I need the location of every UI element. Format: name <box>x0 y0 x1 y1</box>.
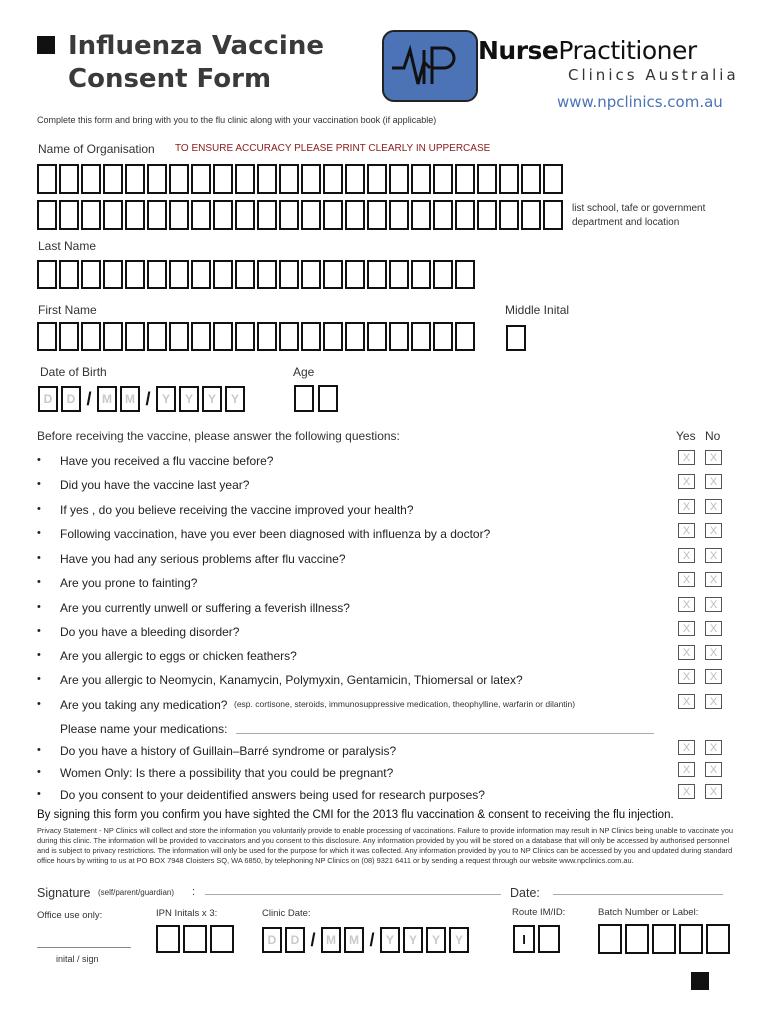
bullet-icon: • <box>37 527 41 539</box>
organisation-char-box[interactable] <box>367 200 387 230</box>
questions-intro: Before receiving the vaccine, please answer the following questions: <box>37 429 400 443</box>
batch-box-1[interactable] <box>598 924 622 954</box>
answer-yes-checkbox[interactable]: X <box>678 523 695 538</box>
title-line-1: Influenza Vaccine <box>68 31 324 61</box>
corner-marker-icon <box>691 972 709 990</box>
batch-number-boxes[interactable] <box>598 924 730 954</box>
answer-no-checkbox[interactable]: X <box>705 694 722 709</box>
answer-yes-checkbox[interactable]: X <box>678 474 695 489</box>
date-label: Date: <box>510 886 540 900</box>
organisation-char-box[interactable] <box>301 164 321 194</box>
route-label: Route IM/ID: <box>512 907 566 918</box>
organisation-char-box[interactable] <box>301 200 321 230</box>
organisation-char-box[interactable] <box>323 200 343 230</box>
ipn-box-2[interactable] <box>183 925 207 953</box>
batch-box-3[interactable] <box>652 924 676 954</box>
age-label: Age <box>293 365 315 379</box>
clinic-year-2[interactable]: Y <box>403 927 423 953</box>
organisation-char-box[interactable] <box>367 164 387 194</box>
signature-qualifier: (self/parent/guardian) <box>98 888 175 897</box>
organisation-char-box[interactable] <box>279 200 299 230</box>
question-text: Have you had any serious problems after flu vaccine? <box>60 552 346 566</box>
middle-initial-box[interactable] <box>506 325 526 351</box>
first-name-char-box[interactable] <box>455 322 475 351</box>
bullet-icon: • <box>37 698 41 710</box>
organisation-char-box[interactable] <box>37 164 57 194</box>
organisation-char-box[interactable] <box>235 164 255 194</box>
date-separator: / <box>369 929 375 950</box>
question-text: Are you prone to fainting? <box>60 576 198 590</box>
answer-no-checkbox[interactable]: X <box>705 740 722 755</box>
bullet-icon: • <box>37 788 41 800</box>
question-text: Are you allergic to eggs or chicken feathers? <box>60 649 297 663</box>
question-text: Did you have the vaccine last year? <box>60 478 250 492</box>
last-name-char-box[interactable] <box>213 260 233 289</box>
title-line-2: Consent Form <box>68 64 272 94</box>
answer-yes-checkbox[interactable]: X <box>678 597 695 612</box>
last-name-char-box[interactable] <box>125 260 145 289</box>
middle-initial-label: Middle Inital <box>505 303 570 317</box>
yes-header: Yes <box>676 429 696 443</box>
clinic-year-3[interactable]: Y <box>426 927 446 953</box>
question-text: Do you have a history of Guillain–Barré syndrome or paralysis? <box>60 744 397 758</box>
initial-sign-label: inital / sign <box>56 954 99 964</box>
organisation-char-box[interactable] <box>37 200 57 230</box>
last-name-char-box[interactable] <box>367 260 387 289</box>
organisation-char-box[interactable] <box>235 200 255 230</box>
age-box-1[interactable] <box>294 385 314 412</box>
first-name-char-box[interactable] <box>345 322 365 351</box>
first-name-char-box[interactable] <box>213 322 233 351</box>
organisation-char-box[interactable] <box>499 164 519 194</box>
question-text: Have you received a flu vaccine before? <box>60 454 274 468</box>
answer-no-checkbox[interactable]: X <box>705 784 722 799</box>
last-name-char-box[interactable] <box>191 260 211 289</box>
organisation-char-box[interactable] <box>213 164 233 194</box>
age-boxes[interactable] <box>294 385 338 412</box>
batch-label: Batch Number or Label: <box>598 907 699 918</box>
first-name-char-box[interactable] <box>37 322 57 351</box>
bullet-icon: • <box>37 552 41 564</box>
first-name-char-box[interactable] <box>301 322 321 351</box>
brand-practitioner: Practitioner <box>558 36 697 65</box>
last-name-label: Last Name <box>38 239 97 253</box>
first-name-char-box[interactable] <box>433 322 453 351</box>
bullet-icon: • <box>37 576 41 588</box>
bullet-icon: • <box>37 744 41 756</box>
page-title <box>68 30 324 96</box>
answer-yes-checkbox[interactable]: X <box>678 645 695 660</box>
signature-label: Signature <box>37 886 91 900</box>
answer-yes-checkbox[interactable]: X <box>678 621 695 636</box>
office-use-label: Office use only: <box>37 910 103 921</box>
first-name-char-box[interactable] <box>147 322 167 351</box>
dob-year-3[interactable]: Y <box>202 386 222 412</box>
answer-no-checkbox[interactable]: X <box>705 499 722 514</box>
organisation-char-box[interactable] <box>59 200 79 230</box>
answer-yes-checkbox[interactable]: X <box>678 669 695 684</box>
last-name-char-box[interactable] <box>433 260 453 289</box>
route-box-2[interactable] <box>538 925 560 953</box>
first-name-char-box[interactable] <box>125 322 145 351</box>
question-text: Are you taking any medication? <box>60 698 228 712</box>
organisation-char-box[interactable] <box>81 164 101 194</box>
dob-day-1[interactable]: D <box>38 386 58 412</box>
organisation-char-box[interactable] <box>257 164 277 194</box>
no-header: No <box>705 429 721 443</box>
date-separator: / <box>310 929 316 950</box>
last-name-char-box[interactable] <box>103 260 123 289</box>
brand-subline: Clinics Australia <box>568 66 739 84</box>
organisation-char-box[interactable] <box>125 164 145 194</box>
organisation-char-box[interactable] <box>521 164 541 194</box>
organisation-char-box[interactable] <box>543 164 563 194</box>
ipn-initials-boxes[interactable] <box>156 925 234 953</box>
last-name-char-box[interactable] <box>345 260 365 289</box>
uppercase-instruction: TO ENSURE ACCURACY PLEASE PRINT CLEARLY IN UPPERCASE <box>175 143 491 154</box>
ipn-box-1[interactable] <box>156 925 180 953</box>
question-text: Are you allergic to Neomycin, Kanamycin, Polymyxin, Gentamicin, Thiomersal or latex? <box>60 673 523 687</box>
organisation-char-box[interactable] <box>477 164 497 194</box>
answer-no-checkbox[interactable]: X <box>705 669 722 684</box>
last-name-char-box[interactable] <box>169 260 189 289</box>
last-name-char-box[interactable] <box>279 260 299 289</box>
bullet-icon: • <box>37 503 41 515</box>
medications-label: Please name your medications: <box>60 722 228 736</box>
question-text: Are you currently unwell or suffering a feverish illness? <box>60 601 350 615</box>
first-name-char-box[interactable] <box>389 322 409 351</box>
first-name-char-box[interactable] <box>235 322 255 351</box>
brand-nurse: Nurse <box>478 36 559 65</box>
answer-yes-checkbox[interactable]: X <box>678 694 695 709</box>
answer-yes-checkbox[interactable]: X <box>678 762 695 777</box>
organisation-char-box[interactable] <box>279 164 299 194</box>
organisation-char-box[interactable] <box>345 200 365 230</box>
dob-year-4[interactable]: Y <box>225 386 245 412</box>
dob-day-2[interactable]: D <box>61 386 81 412</box>
last-name-char-box[interactable] <box>37 260 57 289</box>
first-name-char-box[interactable] <box>257 322 277 351</box>
route-boxes[interactable] <box>513 925 560 953</box>
first-name-char-box[interactable] <box>103 322 123 351</box>
age-box-2[interactable] <box>318 385 338 412</box>
first-name-char-box[interactable] <box>367 322 387 351</box>
answer-yes-checkbox[interactable]: X <box>678 784 695 799</box>
organisation-char-box[interactable] <box>323 164 343 194</box>
question-text: Do you consent to your deidentified answers being used for research purposes? <box>60 788 485 802</box>
organisation-char-box[interactable] <box>147 164 167 194</box>
dob-month-1[interactable]: M <box>97 386 117 412</box>
first-name-char-box[interactable] <box>411 322 431 351</box>
title-bullet-icon <box>37 36 55 54</box>
answer-yes-checkbox[interactable]: X <box>678 499 695 514</box>
last-name-char-box[interactable] <box>455 260 475 289</box>
answer-yes-checkbox[interactable]: X <box>678 450 695 465</box>
last-name-char-box[interactable] <box>235 260 255 289</box>
consent-statement: By signing this form you confirm you have sighted the CMI for the 2013 flu vaccination & consent to receiving the flu injection. <box>37 809 674 821</box>
answer-no-checkbox[interactable]: X <box>705 572 722 587</box>
ipn-label: IPN Initals x 3: <box>156 908 218 919</box>
organisation-char-box[interactable] <box>81 200 101 230</box>
organisation-char-box[interactable] <box>169 200 189 230</box>
answer-yes-checkbox[interactable]: X <box>678 572 695 587</box>
answer-no-checkbox[interactable]: X <box>705 597 722 612</box>
answer-no-checkbox[interactable]: X <box>705 548 722 563</box>
dob-month-2[interactable]: M <box>120 386 140 412</box>
clinic-year-4[interactable]: Y <box>449 927 469 953</box>
batch-box-5[interactable] <box>706 924 730 954</box>
last-name-char-box[interactable] <box>147 260 167 289</box>
date-line[interactable] <box>553 894 723 895</box>
organisation-char-box[interactable] <box>543 200 563 230</box>
organisation-char-box[interactable] <box>411 200 431 230</box>
first-name-char-box[interactable] <box>323 322 343 351</box>
organisation-char-box[interactable] <box>433 200 453 230</box>
last-name-char-box[interactable] <box>389 260 409 289</box>
bullet-icon: • <box>37 478 41 490</box>
organisation-char-box[interactable] <box>125 200 145 230</box>
answer-no-checkbox[interactable]: X <box>705 474 722 489</box>
organisation-char-box[interactable] <box>191 164 211 194</box>
bullet-icon: • <box>37 673 41 685</box>
last-name-char-box[interactable] <box>301 260 321 289</box>
bullet-icon: • <box>37 625 41 637</box>
website-link[interactable]: www.npclinics.com.au <box>557 93 723 111</box>
organisation-char-box[interactable] <box>345 164 365 194</box>
clinic-day-1[interactable]: D <box>262 927 282 953</box>
route-box-1[interactable]: I <box>513 925 535 953</box>
question-text: Women Only: Is there a possibility that you could be pregnant? <box>60 766 394 780</box>
dob-boxes[interactable] <box>38 386 245 412</box>
bullet-icon: • <box>37 766 41 778</box>
organisation-char-box[interactable] <box>455 200 475 230</box>
organisation-char-box[interactable] <box>389 200 409 230</box>
first-name-char-box[interactable] <box>191 322 211 351</box>
signature-line[interactable] <box>205 894 501 895</box>
organisation-char-box[interactable] <box>389 164 409 194</box>
first-name-boxes[interactable] <box>37 322 475 351</box>
organisation-row-2[interactable] <box>37 200 563 230</box>
first-name-char-box[interactable] <box>59 322 79 351</box>
first-name-char-box[interactable] <box>81 322 101 351</box>
answer-yes-checkbox[interactable]: X <box>678 740 695 755</box>
subtitle: Complete this form and bring with you to the flu clinic along with your vaccination book (if applicable) <box>37 115 437 125</box>
question-text: Following vaccination, have you ever been diagnosed with influenza by a doctor? <box>60 527 491 541</box>
first-name-label: First Name <box>38 303 97 317</box>
brand-name <box>478 36 697 65</box>
question-text: If yes , do you believe receiving the vaccine improved your health? <box>60 503 414 517</box>
answer-no-checkbox[interactable]: X <box>705 762 722 777</box>
organisation-char-box[interactable] <box>477 200 497 230</box>
organisation-char-box[interactable] <box>455 164 475 194</box>
first-name-char-box[interactable] <box>279 322 299 351</box>
answer-no-checkbox[interactable]: X <box>705 450 722 465</box>
ipn-box-3[interactable] <box>210 925 234 953</box>
date-separator: / <box>145 388 151 409</box>
answer-no-checkbox[interactable]: X <box>705 523 722 538</box>
clinic-date-label: Clinic Date: <box>262 908 311 919</box>
bullet-icon: • <box>37 649 41 661</box>
last-name-char-box[interactable] <box>257 260 277 289</box>
organisation-row-1[interactable] <box>37 164 563 194</box>
organisation-char-box[interactable] <box>103 164 123 194</box>
dob-year-1[interactable]: Y <box>156 386 176 412</box>
organisation-char-box[interactable] <box>213 200 233 230</box>
medications-input-line[interactable] <box>236 733 654 734</box>
clinic-date-boxes[interactable] <box>262 927 469 953</box>
answer-yes-checkbox[interactable]: X <box>678 548 695 563</box>
privacy-statement: Privacy Statement - NP Clinics will collect and store the information you voluntarily provide to enable processing of vaccinations. Failure to provide information may result in NP Clinics being unable to vaccinate you during this clinic. The information will be provided to vaccinators and you consent to this disclosure. Any information provided by you will be stored on a database that will only be accessed by authorised personnel and is subject to privacy restrictions. The information will only be used for the purpose for which it was collected. Any information provided by you to NP Clinics can be accessed by you and updated during standard office hours by writing to us at PO BOX 7948 Cloisters SQ, WA 6850, by telephoning NP Clinics on (08) 9321 6411 or by sending a request through our website www.npclinics.com.au. <box>37 826 734 865</box>
organisation-note: list school, tafe or government department and location <box>572 203 706 228</box>
organisation-char-box[interactable] <box>59 164 79 194</box>
clinic-month-2[interactable]: M <box>344 927 364 953</box>
answer-no-checkbox[interactable]: X <box>705 645 722 660</box>
bullet-icon: • <box>37 454 41 466</box>
dob-year-2[interactable]: Y <box>179 386 199 412</box>
first-name-char-box[interactable] <box>169 322 189 351</box>
clinic-day-2[interactable]: D <box>285 927 305 953</box>
last-name-char-box[interactable] <box>411 260 431 289</box>
bullet-icon: • <box>37 601 41 613</box>
organisation-label: Name of Organisation <box>38 142 155 156</box>
last-name-char-box[interactable] <box>59 260 79 289</box>
medication-note: (esp. cortisone, steroids, immunosuppressive medication, theophylline, warfarin or dilantin) <box>234 699 576 709</box>
batch-box-2[interactable] <box>625 924 649 954</box>
last-name-boxes[interactable] <box>37 260 475 289</box>
batch-box-4[interactable] <box>679 924 703 954</box>
last-name-char-box[interactable] <box>81 260 101 289</box>
clinic-year-1[interactable]: Y <box>380 927 400 953</box>
date-separator: / <box>86 388 92 409</box>
answer-no-checkbox[interactable]: X <box>705 621 722 636</box>
organisation-char-box[interactable] <box>169 164 189 194</box>
initial-sign-line[interactable] <box>37 947 131 948</box>
organisation-char-box[interactable] <box>433 164 453 194</box>
question-text: Do you have a bleeding disorder? <box>60 625 240 639</box>
organisation-char-box[interactable] <box>257 200 277 230</box>
last-name-char-box[interactable] <box>323 260 343 289</box>
organisation-char-box[interactable] <box>499 200 519 230</box>
clinic-month-1[interactable]: M <box>321 927 341 953</box>
organisation-char-box[interactable] <box>103 200 123 230</box>
signature-colon: : <box>192 886 196 898</box>
organisation-char-box[interactable] <box>147 200 167 230</box>
dob-label: Date of Birth <box>40 365 107 379</box>
np-logo-icon <box>382 30 478 102</box>
organisation-char-box[interactable] <box>411 164 431 194</box>
organisation-char-box[interactable] <box>191 200 211 230</box>
organisation-char-box[interactable] <box>521 200 541 230</box>
